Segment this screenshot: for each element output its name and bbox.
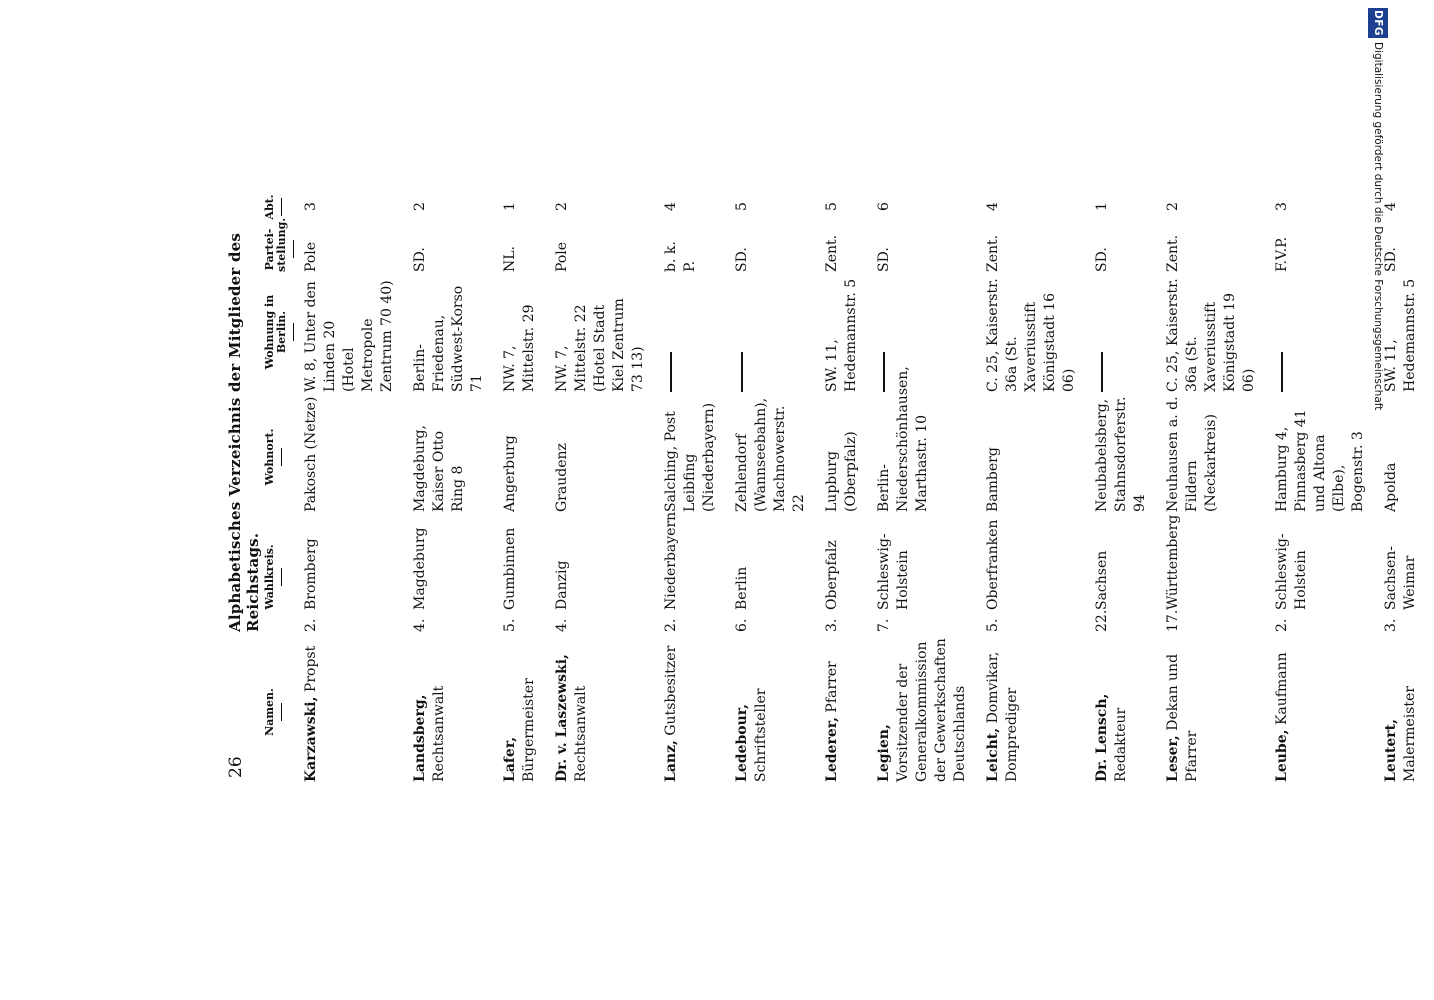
cell-party: Zent.: [1165, 234, 1181, 272]
cell-party: Zent.: [985, 234, 1001, 272]
cell-party: SD.: [1383, 247, 1399, 272]
cell-berlin-address: C. 25, Kaiserstr. 36a (St. Xaveriusstift Königstadt 19 06): [1165, 278, 1257, 392]
cell-district-number: 7.: [876, 618, 892, 632]
cell-district-number: 2.: [303, 618, 319, 632]
digitization-credit: [1368, 8, 1388, 411]
cell-dept: 5: [824, 202, 840, 211]
member-occupation: Schriftsteller: [753, 688, 769, 782]
cell-district-number: 22.: [1094, 609, 1110, 632]
cell-party: Pole: [554, 241, 570, 272]
page-number: 26: [226, 756, 246, 778]
cell-district-number: 2.: [1274, 618, 1290, 632]
member-surname: Ledebour,: [734, 704, 750, 782]
cell-residence: Apolda: [1383, 462, 1399, 512]
column-header-party: Partei-stellung.: [264, 227, 294, 272]
dfg-logo: DFG: [1368, 8, 1388, 38]
credit-line: [1368, 8, 1388, 410]
cell-residence: Zehlendorf (Wannseebahn), Machnowerstr. 22: [734, 397, 807, 512]
cell-district: Magdeburg: [412, 527, 428, 610]
cell-district-number: 5.: [985, 618, 1001, 632]
cell-dept: 4: [985, 202, 1001, 211]
cell-dept: 1: [1094, 202, 1110, 211]
member-occupation: Vorsitzender der Generalkommission der Gewerkschaften Deutschlands: [895, 638, 968, 782]
table-row: [1382, 187, 1434, 782]
table-row: [1093, 187, 1164, 782]
cell-district-number: 17.: [1165, 609, 1181, 632]
member-surname: Landsberg,: [412, 694, 428, 782]
cell-district-number: 3.: [824, 618, 840, 632]
empty-dash: [1101, 352, 1103, 392]
table-row: [501, 187, 553, 782]
cell-district: Sachsen-Weimar: [1383, 545, 1418, 610]
member-surname: Dr. v. Laszewski,: [554, 654, 570, 782]
table-row: [553, 187, 662, 782]
member-occupation: Pfarrer: [824, 661, 840, 713]
cell-name: [733, 632, 823, 782]
member-surname: Legien,: [876, 724, 892, 782]
cell-berlin-address: Berlin-Friedenau, Südwest-Korso 71: [412, 285, 485, 392]
member-surname: Leutert,: [1383, 718, 1399, 782]
cell-berlin-address: [1093, 272, 1164, 392]
table-row: [411, 187, 501, 782]
cell-berlin-address: [662, 272, 733, 392]
cell-district: Oberfranken: [985, 519, 1001, 610]
member-occupation: Rechtsanwalt: [431, 685, 447, 782]
column-header-district: Wahlkreis.: [264, 522, 282, 632]
cell-berlin-address: W. 8, Unter den Linden 20 (Hotel Metropole Zentrum 70 40): [303, 280, 395, 392]
cell-residence: Neuhausen a. d. Fildern (Neckarkreis): [1165, 396, 1219, 512]
cell-district: Gumbinnen: [502, 527, 518, 610]
cell-name: [501, 632, 553, 782]
member-occupation: Propst: [303, 645, 319, 693]
cell-dept: 1: [502, 202, 518, 211]
table-row: [823, 187, 875, 782]
cell-district-number: 3.: [1383, 618, 1399, 632]
cell-district: Oberpfalz: [824, 540, 840, 610]
cell-name: [984, 632, 1093, 782]
cell-residence: Bamberg: [985, 447, 1001, 512]
cell-dept: 4: [1383, 202, 1399, 211]
empty-dash: [1281, 352, 1283, 392]
cell-dept: 5: [734, 202, 750, 211]
table-row: [302, 187, 411, 782]
cell-party: SD.: [876, 247, 892, 272]
column-header-berlin: Wohnung in Berlin.: [264, 272, 294, 392]
member-surname: Leicht,: [985, 727, 1001, 782]
cell-district-number: 4.: [412, 618, 428, 632]
member-surname: Leube,: [1274, 729, 1290, 782]
cell-name: [1164, 632, 1273, 782]
cell-district-number: 4.: [554, 618, 570, 632]
credit-text: Digitalisierung gefördert durch die Deutsche Forschungsgemeinschaft: [1372, 42, 1384, 411]
empty-dash: [670, 352, 672, 392]
cell-district: Danzig: [554, 560, 570, 610]
cell-berlin-address: SW. 11, Hedemannstr. 5: [824, 278, 859, 392]
cell-name: [875, 632, 984, 782]
cell-residence: Neubabelsberg, Stahnsdorferstr. 94: [1094, 396, 1148, 512]
cell-district: Schleswig-Holstein: [876, 533, 911, 610]
cell-name: [1093, 632, 1164, 782]
cell-district: Niederbayern: [663, 511, 679, 610]
member-occupation: Dekan und Pfarrer: [1165, 653, 1200, 782]
cell-district-number: 2.: [663, 618, 679, 632]
member-occupation: Rechtsanwalt: [573, 685, 589, 782]
table-row: [1273, 187, 1382, 782]
column-header-dept: Abt.: [264, 192, 282, 222]
member-surname: Lafer,: [502, 736, 518, 782]
cell-dept: 3: [303, 202, 319, 211]
cell-name: [823, 632, 875, 782]
table-row: [875, 187, 984, 782]
member-occupation: Kaufmann: [1274, 652, 1290, 726]
cell-party: Zent.: [824, 234, 840, 272]
cell-residence: Pakosch (Netze): [303, 396, 319, 512]
table-row: [662, 187, 733, 782]
table-row: [1164, 187, 1273, 782]
cell-party: SD.: [412, 247, 428, 272]
cell-district: Württemberg: [1165, 514, 1181, 610]
cell-name: [662, 632, 733, 782]
cell-dept: 2: [1165, 202, 1181, 211]
cell-name: [302, 632, 411, 782]
cell-berlin-address: SW. 11, Hedemannstr. 5: [1383, 278, 1418, 392]
cell-district: Sachsen: [1094, 550, 1110, 610]
cell-party: b. k. P.: [663, 241, 698, 272]
member-table-body: [302, 187, 1434, 782]
column-header-residence: Wohnort.: [264, 402, 282, 512]
cell-residence: Graudenz: [554, 443, 570, 512]
cell-residence: Magdeburg, Kaiser Otto Ring 8: [412, 425, 466, 512]
cell-berlin-address: C. 25, Kaiserstr. 36a (St. Xaveriusstift Königstadt 16 06): [985, 278, 1077, 392]
cell-dept: 3: [1274, 202, 1290, 211]
cell-berlin-address: [1273, 272, 1382, 392]
empty-dash: [883, 352, 885, 392]
member-occupation: Redakteur: [1113, 707, 1129, 782]
cell-residence: Berlin-Niederschönhausen, Marthastr. 10: [876, 366, 930, 512]
cell-name: [1382, 632, 1434, 782]
member-surname: Dr. Lensch,: [1094, 693, 1110, 782]
cell-district: Bromberg: [303, 538, 319, 610]
column-header-name: Namen.: [264, 682, 282, 742]
member-surname: Leser,: [1165, 735, 1181, 782]
cell-party: Pole: [303, 241, 319, 272]
cell-party: SD.: [1094, 247, 1110, 272]
empty-dash: [741, 352, 743, 392]
table-row: [984, 187, 1093, 782]
cell-residence: Lupburg (Oberpfalz): [824, 431, 859, 512]
cell-party: F.V.P.: [1274, 236, 1290, 272]
member-surname: Karzawski,: [303, 696, 319, 782]
cell-residence: Angerburg: [502, 435, 518, 512]
cell-district: Berlin: [734, 566, 750, 610]
member-surname: Lanz,: [663, 740, 679, 782]
cell-district-number: 6.: [734, 618, 750, 632]
cell-name: [411, 632, 501, 782]
member-occupation: Gutsbesitzer: [663, 645, 679, 736]
member-occupation: Bürgermeister: [521, 678, 537, 782]
cell-name: [553, 632, 662, 782]
table-row: [733, 187, 823, 782]
cell-berlin-address: [875, 272, 984, 392]
cell-district-number: 5.: [502, 618, 518, 632]
cell-dept: 2: [554, 202, 570, 211]
cell-berlin-address: [733, 272, 823, 392]
cell-berlin-address: NW. 7, Mittelstr. 29: [502, 304, 537, 392]
cell-residence: Hamburg 4, Pinnasberg 41 und Altona (Elbe), Bogenstr. 3: [1274, 409, 1366, 512]
cell-party: NL.: [502, 246, 518, 272]
cell-name: [1273, 632, 1382, 782]
cell-party: SD.: [734, 247, 750, 272]
cell-berlin-address: NW. 7, Mittelstr. 22 (Hotel Stadt Kiel Zentrum 73 13): [554, 298, 646, 392]
cell-dept: 4: [663, 202, 679, 211]
cell-residence: Salching, Post Leibfing (Niederbayern): [663, 402, 717, 512]
page-heading: Alphabetisches Verzeichnis der Mitglieder des Reichstags.: [226, 232, 262, 632]
member-occupation: Malermeister: [1402, 686, 1418, 782]
member-surname: Lederer,: [824, 717, 840, 782]
cell-dept: 6: [876, 202, 892, 211]
member-table: [302, 187, 1434, 782]
cell-district: Schleswig-Holstein: [1274, 533, 1309, 610]
cell-dept: 2: [412, 202, 428, 211]
member-occupation: Domvikar, Domprediger: [985, 651, 1020, 782]
